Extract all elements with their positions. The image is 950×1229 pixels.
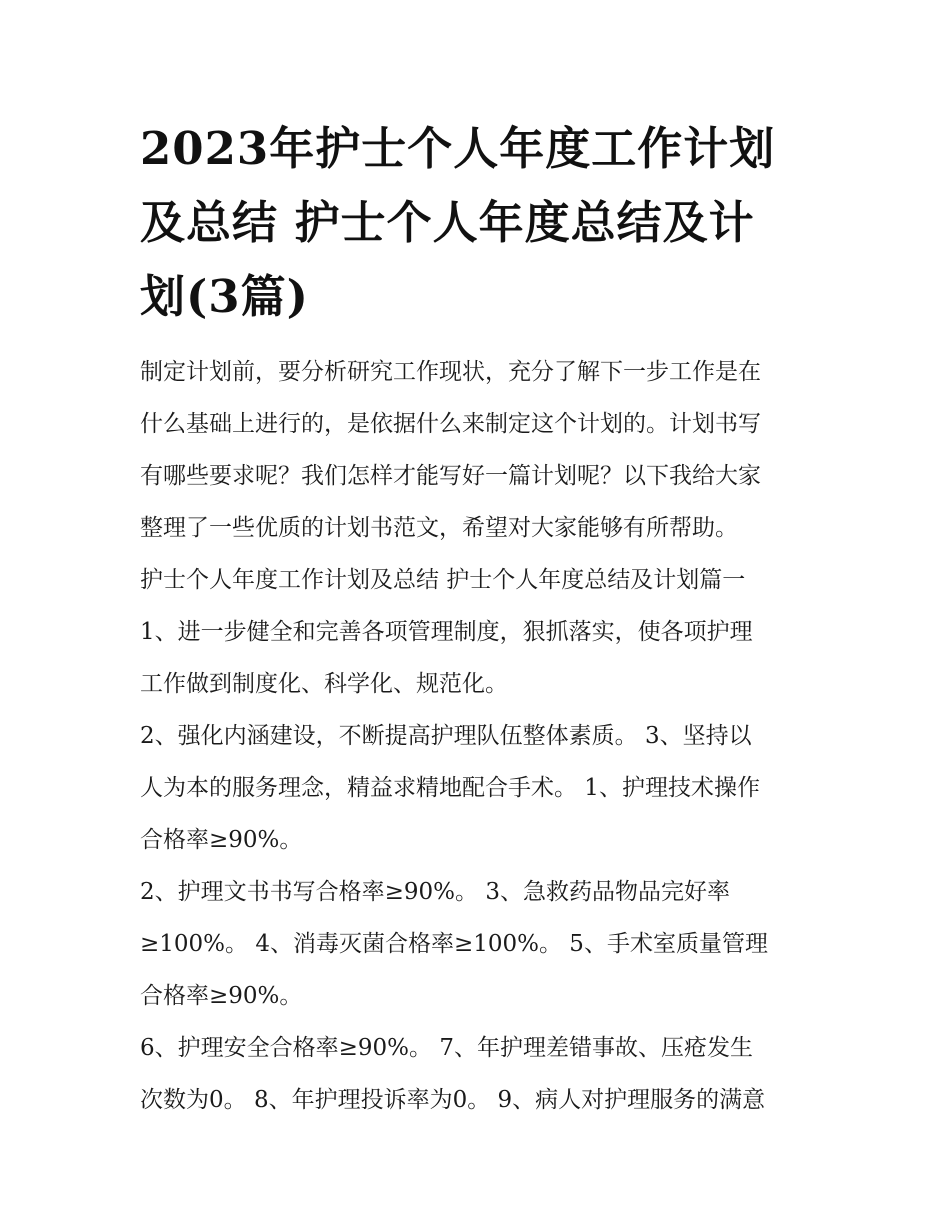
body-paragraph — [140, 710, 815, 866]
text-line: 6、护理安全合格率≥90%。 7、年护理差错事故、压疮发生 — [140, 1035, 753, 1061]
body-paragraph — [140, 1022, 815, 1126]
document-body — [140, 346, 815, 1126]
text-line: 人为本的服务理念，精益求精地配合手术。 1、护理技术操作 — [140, 775, 760, 801]
text-line: 合格率≥90%。 — [140, 983, 303, 1009]
title-line: 划(3篇) — [140, 270, 309, 323]
text-line: 1、进一步健全和完善各项管理制度，狠抓落实，使各项护理 — [140, 619, 753, 645]
text-line: 2、强化内涵建设，不断提高护理队伍整体素质。 3、坚持以 — [140, 723, 752, 749]
section-heading — [140, 554, 815, 606]
text-line: 2、护理文书书写合格率≥90%。 3、急救药品物品完好率 — [140, 879, 730, 905]
text-line: 有哪些要求呢？我们怎样才能写好一篇计划呢？以下我给大家 — [140, 463, 761, 489]
body-paragraph — [140, 866, 815, 1022]
body-paragraph — [140, 606, 815, 710]
text-line: 什么基础上进行的，是依据什么来制定这个计划的。计划书写 — [140, 411, 761, 437]
text-line: 整理了一些优质的计划书范文，希望对大家能够有所帮助。 — [140, 515, 738, 541]
text-line: 制定计划前，要分析研究工作现状，充分了解下一步工作是在 — [140, 359, 761, 385]
title-line: 及总结 护士个人年度总结及计 — [140, 196, 755, 249]
text-line: ≥100%。 4、消毒灭菌合格率≥100%。 5、手术室质量管理 — [140, 931, 768, 957]
intro-paragraph — [140, 346, 815, 554]
text-line: 次数为0。 8、年护理投诉率为0。 9、病人对护理服务的满意 — [140, 1087, 766, 1113]
document-title — [140, 112, 815, 334]
text-line: 合格率≥90%。 — [140, 827, 303, 853]
document-content — [140, 112, 815, 1126]
text-line: 护士个人年度工作计划及总结 护士个人年度总结及计划篇一 — [140, 567, 746, 593]
text-line: 工作做到制度化、科学化、规范化。 — [140, 671, 508, 697]
title-line: 2023年护士个人年度工作计划 — [140, 122, 776, 175]
